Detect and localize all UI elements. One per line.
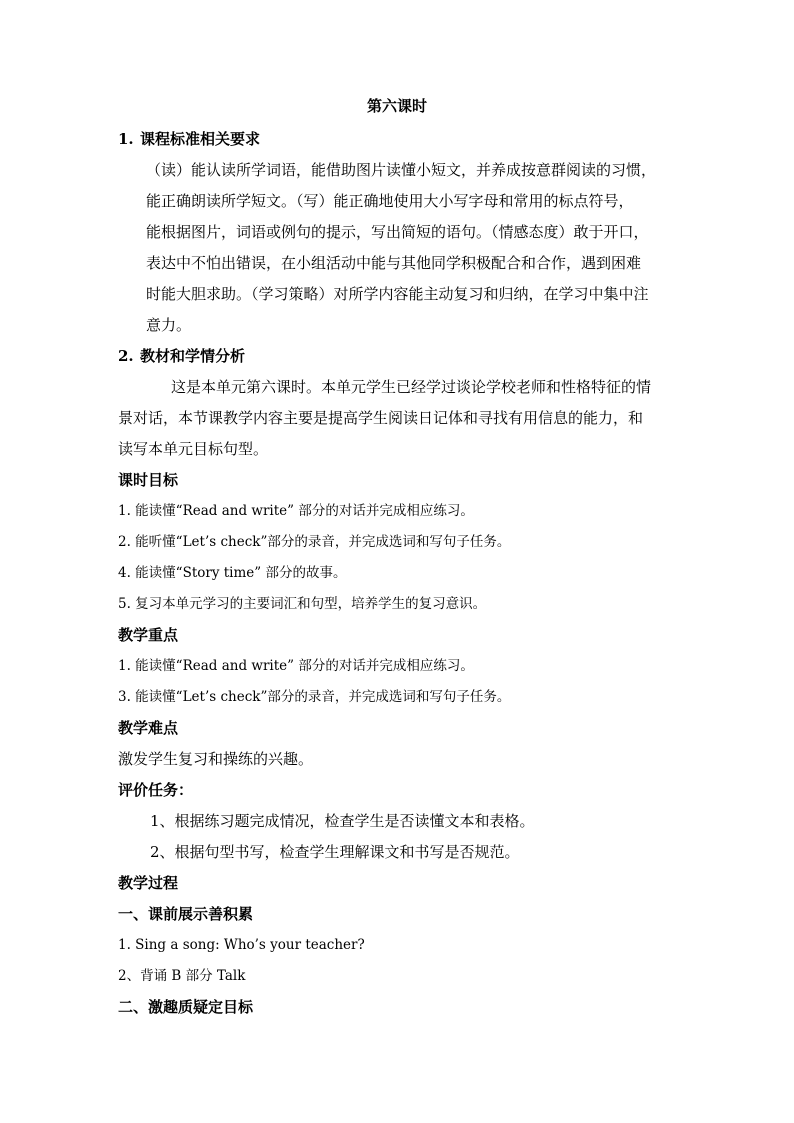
- paragraph-line: 意力。: [146, 316, 192, 334]
- paragraph-line: 能正确朗读所学短文。（写）能正确地使用大小写字母和常用的标点符号，: [146, 192, 634, 210]
- paragraph-line: 表达中不怕出错误，在小组活动中能与其他同学积极配合和合作，遇到困难: [146, 254, 642, 272]
- objective-item: 1. 能读懂“Read and write” 部分的对话并完成相应练习。: [118, 503, 474, 519]
- evaluation-item: 1、根据练习题完成情况，检查学生是否读懂文本和表格。: [150, 812, 535, 830]
- objectives-heading: 课时目标: [118, 471, 179, 489]
- process-step-heading: 二、激趣质疑定目标: [118, 998, 254, 1016]
- section-heading-text: 课程标准相关要求: [140, 130, 261, 148]
- page-title: 第六课时: [366, 97, 427, 115]
- process-step-heading: 一、课前展示善积累: [118, 905, 254, 923]
- objective-item: 2. 能听懂“Let’s check”部分的录音，并完成选词和写句子任务。: [118, 534, 511, 550]
- paragraph-line: 景对话，本节课教学内容主要是提高学生阅读日记体和寻找有用信息的能力，和: [118, 409, 644, 427]
- section-heading-analysis: [118, 345, 245, 367]
- evaluation-item: 2、根据句型书写，检查学生理解课文和书写是否规范。: [150, 843, 520, 861]
- paragraph-line: 能根据图片，词语或例句的提示，写出简短的语句。（情感态度）敢于开口，: [146, 223, 649, 241]
- key-point-item: 1. 能读懂“Read and write” 部分的对话并完成相应练习。: [118, 658, 474, 674]
- section-number: 1.: [118, 130, 134, 148]
- evaluation-heading: 评价任务：: [118, 781, 194, 799]
- objective-item: 5. 复习本单元学习的主要词汇和句型，培养学生的复习意识。: [118, 596, 487, 612]
- process-step-item: 2、背诵 B 部分 Talk: [118, 968, 246, 984]
- section-number: 2.: [118, 347, 134, 365]
- paragraph-line: 这是本单元第六课时。本单元学生已经学过谈论学校老师和性格特征的情: [171, 378, 652, 396]
- paragraph-line: 读写本单元目标句型。: [118, 440, 269, 458]
- section-heading-curriculum: [118, 128, 260, 150]
- section-heading-text: 教材和学情分析: [140, 347, 246, 365]
- key-point-item: 3. 能读懂“Let’s check”部分的录音，并完成选词和写句子任务。: [118, 689, 511, 705]
- key-points-heading: 教学重点: [118, 626, 179, 644]
- paragraph-line: （读）能认读所学词语，能借助图片读懂小短文，并养成按意群阅读的习惯，: [146, 161, 657, 179]
- objective-item: 4. 能读懂“Story time” 部分的故事。: [118, 565, 347, 581]
- difficulty-text: 激发学生复习和操练的兴趣。: [118, 750, 314, 768]
- paragraph-line: 时能大胆求助。（学习策略）对所学内容能主动复习和归纳，在学习中集中注: [146, 285, 649, 303]
- process-step-item: 1. Sing a song: Who’s your teacher?: [118, 937, 365, 953]
- difficulty-heading: 教学难点: [118, 719, 179, 737]
- process-heading: 教学过程: [118, 874, 179, 892]
